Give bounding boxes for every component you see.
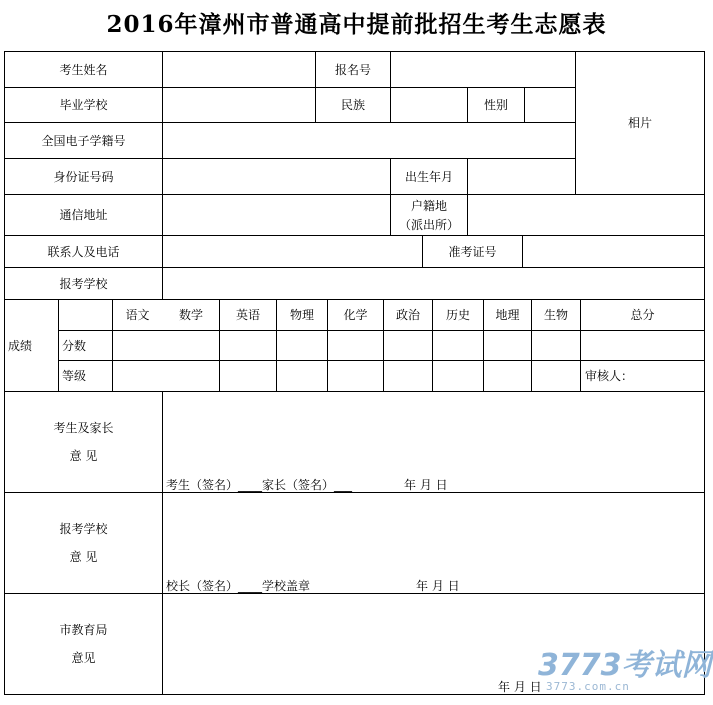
- birth-field[interactable]: [468, 159, 575, 194]
- student-id-field[interactable]: [163, 123, 575, 158]
- label-hukou: [391, 195, 467, 235]
- school-opinion-title: 报考学校: [59, 522, 108, 536]
- label-school-opinion: [5, 493, 162, 593]
- label-apply-school: 报考学校: [59, 276, 108, 291]
- apply-school-field[interactable]: [163, 268, 704, 299]
- watermark-brand: 3773考试网: [538, 648, 712, 683]
- subject-header: 历史: [445, 308, 470, 322]
- hukou-field[interactable]: [468, 195, 704, 235]
- subject-header: 政治: [395, 308, 420, 322]
- subject-header: 物理: [289, 308, 314, 322]
- watermark-url: 3773.com.cn: [546, 680, 630, 693]
- id-number-field[interactable]: [163, 159, 390, 194]
- col-line: [162, 391, 163, 695]
- subject-header: 地理: [495, 308, 520, 322]
- label-level-row: 等级: [62, 369, 87, 383]
- label-graduate-school: 毕业学校: [59, 98, 108, 112]
- label-id-number: 身份证号码: [53, 169, 114, 184]
- border-bottom: [4, 694, 705, 695]
- label-address: 通信地址: [59, 208, 108, 222]
- label-exam-no: 准考证号: [448, 244, 497, 259]
- school-opinion-sub: 意 见: [69, 550, 98, 564]
- bureau-date: 年 月 日: [498, 680, 542, 694]
- label-student-id: 全国电子学籍号: [41, 133, 126, 148]
- student-signature-line: 考生（签名）____家长（签名）___: [166, 478, 353, 492]
- subject-header: 英语: [235, 308, 260, 322]
- border-right: [704, 51, 705, 695]
- bureau-opinion-sub: 意见: [71, 651, 96, 665]
- label-gender: 性别: [483, 98, 508, 112]
- subject-header: 总分: [630, 308, 655, 322]
- col-line: [58, 299, 59, 391]
- label-hukou-line2: （派出所）: [398, 217, 459, 232]
- row-line: [58, 330, 705, 331]
- address-field[interactable]: [163, 195, 390, 235]
- student-date: 年 月 日: [404, 478, 448, 492]
- reg-no-field[interactable]: [391, 52, 575, 87]
- label-hukou-line1: 户籍地: [410, 198, 447, 213]
- label-ethnicity: 民族: [340, 98, 365, 112]
- bureau-opinion-title: 市教育局: [59, 623, 108, 637]
- gender-field[interactable]: [525, 88, 575, 122]
- student-opinion-title: 考生及家长: [53, 421, 114, 435]
- label-reviewer: 审核人：: [585, 369, 634, 383]
- form-title: 2016年漳州市普通高中提前批招生考生志愿表: [106, 11, 607, 38]
- subject-header: 化学: [343, 308, 368, 322]
- label-bureau-opinion: [5, 594, 162, 694]
- exam-no-field[interactable]: [523, 236, 704, 267]
- subject-header: 语文: [125, 308, 150, 322]
- ethnicity-field[interactable]: [391, 88, 467, 122]
- label-grades: 成绩: [7, 338, 32, 353]
- subject-header: 数学: [178, 308, 203, 322]
- contact-field[interactable]: [163, 236, 422, 267]
- name-field[interactable]: [163, 52, 315, 87]
- label-student-opinion: [5, 392, 162, 492]
- watermark-logo: [538, 640, 712, 693]
- graduate-school-field[interactable]: [163, 88, 315, 122]
- school-date: 年 月 日: [416, 579, 460, 593]
- label-reg-no: 报名号: [334, 62, 371, 77]
- label-name: 考生姓名: [59, 62, 108, 77]
- student-opinion-sub: 意 见: [69, 449, 98, 463]
- label-contact: 联系人及电话: [47, 244, 120, 259]
- school-signature-line: 校长（签名）____学校盖章: [166, 579, 311, 593]
- subject-header: 生物: [543, 308, 568, 322]
- photo-box: 相片: [627, 116, 652, 130]
- label-score-row: 分数: [62, 338, 87, 353]
- label-birth: 出生年月: [404, 169, 453, 184]
